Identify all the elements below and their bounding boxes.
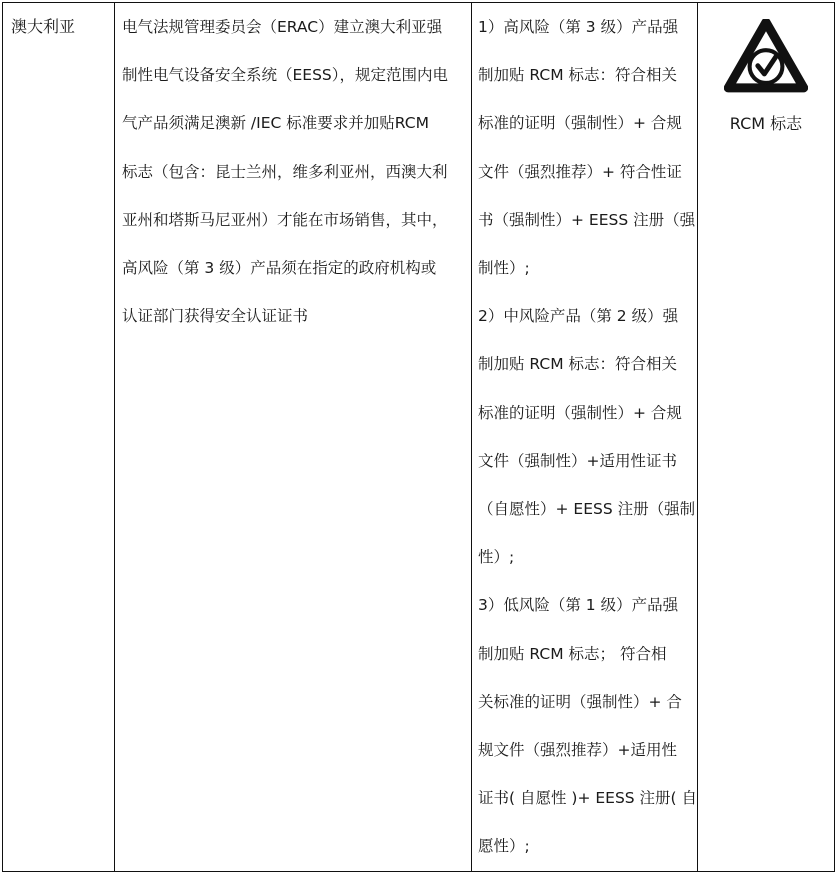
description-line: 亚州和塔斯马尼亚州）才能在市场销售，其中， bbox=[122, 210, 448, 229]
requirement-line: 标准的证明（强制性）+ 合规 bbox=[478, 114, 682, 133]
requirement-line: 制加贴 RCM 标志：符合相关 bbox=[478, 66, 678, 85]
description-line: 制性电气设备安全系统（EESS），规定范围内电 bbox=[122, 66, 449, 85]
requirement-line: 性）; bbox=[478, 548, 515, 567]
requirement-line: 文件（强制性）+适用性证书 bbox=[478, 451, 677, 470]
requirements-text bbox=[472, 3, 697, 871]
description-line: 标志（包含：昆士兰州，维多利亚州，西澳大利 bbox=[122, 162, 448, 181]
rcm-mark-icon bbox=[724, 19, 808, 101]
requirement-line: 1）高风险（第 3 级）产品强 bbox=[478, 18, 679, 36]
description-line: 高风险（第 3 级）产品须在指定的政府机构或 bbox=[122, 259, 437, 278]
description-text bbox=[115, 3, 471, 340]
description-cell bbox=[115, 3, 472, 872]
requirement-line: 制加贴 RCM 标志； 符合相 bbox=[478, 644, 667, 663]
country-cell bbox=[3, 3, 115, 872]
requirement-line: 书（强制性）+ EESS 注册（强 bbox=[478, 210, 696, 229]
country-name: 澳大利亚 bbox=[11, 17, 76, 36]
requirement-line: 制性）; bbox=[478, 259, 530, 278]
description-line: 气产品须满足澳新 /IEC 标准要求并加贴RCM bbox=[122, 114, 429, 133]
requirement-line: 制加贴 RCM 标志：符合相关 bbox=[478, 355, 678, 374]
mark-cell bbox=[698, 3, 835, 872]
requirement-line: 关标准的证明（强制性）+ 合 bbox=[478, 692, 682, 711]
requirement-line: 标准的证明（强制性）+ 合规 bbox=[478, 403, 682, 422]
description-line: 电气法规管理委员会（ERAC）建立澳大利亚强 bbox=[122, 18, 443, 36]
requirement-line: 3）低风险（第 1 级）产品强 bbox=[478, 596, 679, 615]
table-row bbox=[3, 3, 835, 872]
description-line: 认证部门获得安全认证证书 bbox=[122, 307, 309, 326]
requirements-cell bbox=[472, 3, 698, 872]
requirement-line: 愿性）; bbox=[478, 837, 530, 856]
requirement-line: 2）中风险产品（第 2 级）强 bbox=[478, 307, 679, 326]
requirement-line: 文件（强烈推荐）+ 符合性证 bbox=[478, 162, 682, 181]
requirement-line: 证书( 自愿性 )+ EESS 注册( 自 bbox=[478, 789, 697, 808]
requirement-line: 规文件（强烈推荐）+适用性 bbox=[478, 741, 677, 760]
requirement-line: （自愿性）+ EESS 注册（强制 bbox=[478, 500, 696, 519]
mark-label: RCM 标志 bbox=[729, 114, 803, 133]
certification-table bbox=[2, 2, 835, 872]
